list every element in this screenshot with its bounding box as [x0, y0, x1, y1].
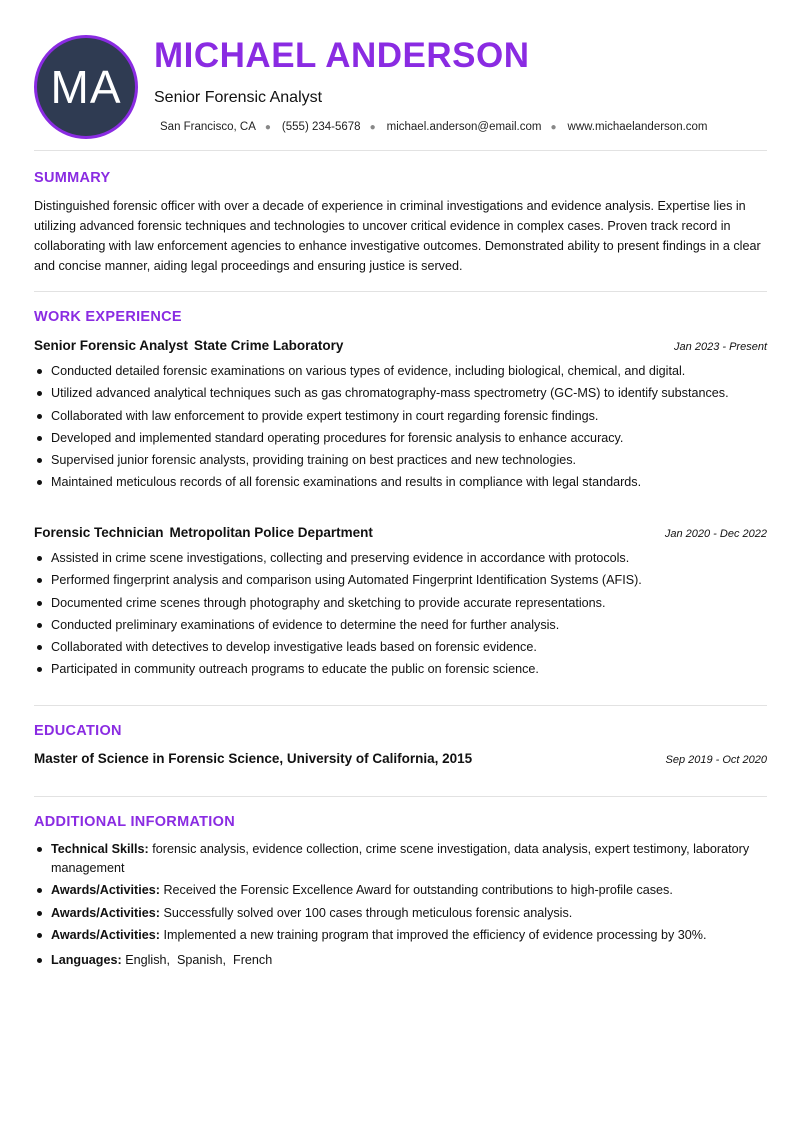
- job-bullet: Conducted detailed forensic examinations on various types of evidence, including biological, chemical, and digital.: [34, 362, 767, 381]
- contact-phone[interactable]: (555) 234-5678: [281, 121, 361, 133]
- additional-list: [34, 840, 767, 973]
- contact-location: San Francisco, CA: [160, 121, 256, 133]
- job-bullet: Performed fingerprint analysis and comparison using Automated Fingerprint Identification Systems (AFIS).: [34, 571, 767, 590]
- education-degree: Master of Science in Forensic Science, University of California, 2015: [34, 751, 473, 766]
- contact-website[interactable]: www.michaelanderson.com: [567, 121, 708, 133]
- divider: [34, 796, 767, 797]
- job-header: [34, 338, 767, 353]
- separator-dot-icon: ●: [264, 121, 271, 133]
- job-company: State Crime Laboratory: [194, 338, 344, 353]
- job-bullet: Assisted in crime scene investigations, collecting and preserving evidence in accordance with protocols.: [34, 549, 767, 568]
- job-dates: Jan 2020 - Dec 2022: [664, 528, 767, 540]
- job-bullet: Participated in community outreach programs to educate the public on forensic science.: [34, 660, 767, 679]
- job-bullet: Conducted preliminary examinations of evidence to determine the need for further analysis.: [34, 616, 767, 635]
- education-dates: Sep 2019 - Oct 2020: [665, 754, 767, 766]
- divider: [34, 150, 767, 151]
- contact-email[interactable]: michael.anderson@email.com: [386, 121, 542, 133]
- additional-heading: ADDITIONAL INFORMATION: [34, 814, 235, 830]
- job-title-line: [34, 525, 373, 540]
- separator-dot-icon: ●: [369, 121, 376, 133]
- additional-item: [34, 881, 767, 900]
- additional-label: Languages:: [51, 952, 122, 967]
- additional-item: [34, 840, 767, 878]
- job-bullet: Maintained meticulous records of all forensic examinations and results in compliance with legal standards.: [34, 473, 767, 492]
- education-entry: [34, 751, 767, 766]
- avatar-initials: MA: [50, 61, 122, 113]
- job-bullet-list: [34, 549, 767, 683]
- experience-heading: WORK EXPERIENCE: [34, 309, 182, 325]
- job-header: [34, 525, 767, 540]
- divider: [34, 291, 767, 292]
- job-role: Senior Forensic Analyst: [34, 338, 189, 353]
- additional-label: Technical Skills:: [51, 842, 149, 856]
- job-bullet-list: [34, 362, 767, 496]
- job-bullet: Collaborated with detectives to develop investigative leads based on forensic evidence.: [34, 638, 767, 657]
- separator-dot-icon: ●: [550, 121, 557, 133]
- additional-label: Awards/Activities:: [51, 905, 160, 920]
- job-bullet: Documented crime scenes through photography and sketching to provide accurate representations.: [34, 594, 767, 613]
- additional-item: [34, 926, 767, 945]
- additional-text: forensic analysis, evidence collection, crime scene investigation, data analysis, expert testimony, laboratory management: [51, 842, 750, 875]
- summary-heading: SUMMARY: [34, 170, 111, 186]
- job-bullet: Utilized advanced analytical techniques such as gas chromatography-mass spectrometry (GC-MS) to identify substances.: [34, 384, 767, 403]
- additional-label: Awards/Activities:: [51, 927, 160, 942]
- job-title-line: [34, 338, 343, 353]
- contact-bar: [160, 121, 708, 133]
- job-bullet: Collaborated with law enforcement to provide expert testimony in court regarding forensic findings.: [34, 407, 767, 426]
- additional-text: Successfully solved over 100 cases through meticulous forensic analysis.: [163, 905, 573, 920]
- education-heading: EDUCATION: [34, 723, 122, 739]
- candidate-title: Senior Forensic Analyst: [154, 89, 323, 106]
- job-bullet: Developed and implemented standard operating procedures for forensic analysis to enhance accuracy.: [34, 429, 767, 448]
- additional-item: [34, 904, 767, 923]
- summary-text: Distinguished forensic officer with over a decade of experience in criminal investigations and evidence analysis. Expertise lies in utilizing advanced forensic techniques and technologies to uncover critical evidence in complex cases. Proven track record in collaborating with law enforcement agencies to enhance investigative outcomes. Demonstrated ability to present findings in a clear and concise manner, aiding legal proceedings and ensuring justice is served.: [34, 199, 761, 273]
- job-dates: Jan 2023 - Present: [674, 341, 767, 353]
- job-role: Forensic Technician: [34, 525, 164, 540]
- additional-text: Implemented a new training program that improved the efficiency of evidence processing by 30%.: [163, 927, 707, 942]
- additional-label: Awards/Activities:: [51, 883, 160, 898]
- avatar: [34, 35, 138, 139]
- additional-text: Received the Forensic Excellence Award for outstanding contributions to high-profile cases.: [163, 883, 673, 898]
- additional-item: [34, 951, 767, 970]
- candidate-name: MICHAEL ANDERSON: [154, 36, 530, 75]
- job-company: Metropolitan Police Department: [169, 525, 373, 540]
- job-bullet: Supervised junior forensic analysts, providing training on best practices and new technologies.: [34, 451, 767, 470]
- additional-text: English, Spanish, French: [125, 952, 273, 967]
- divider: [34, 705, 767, 706]
